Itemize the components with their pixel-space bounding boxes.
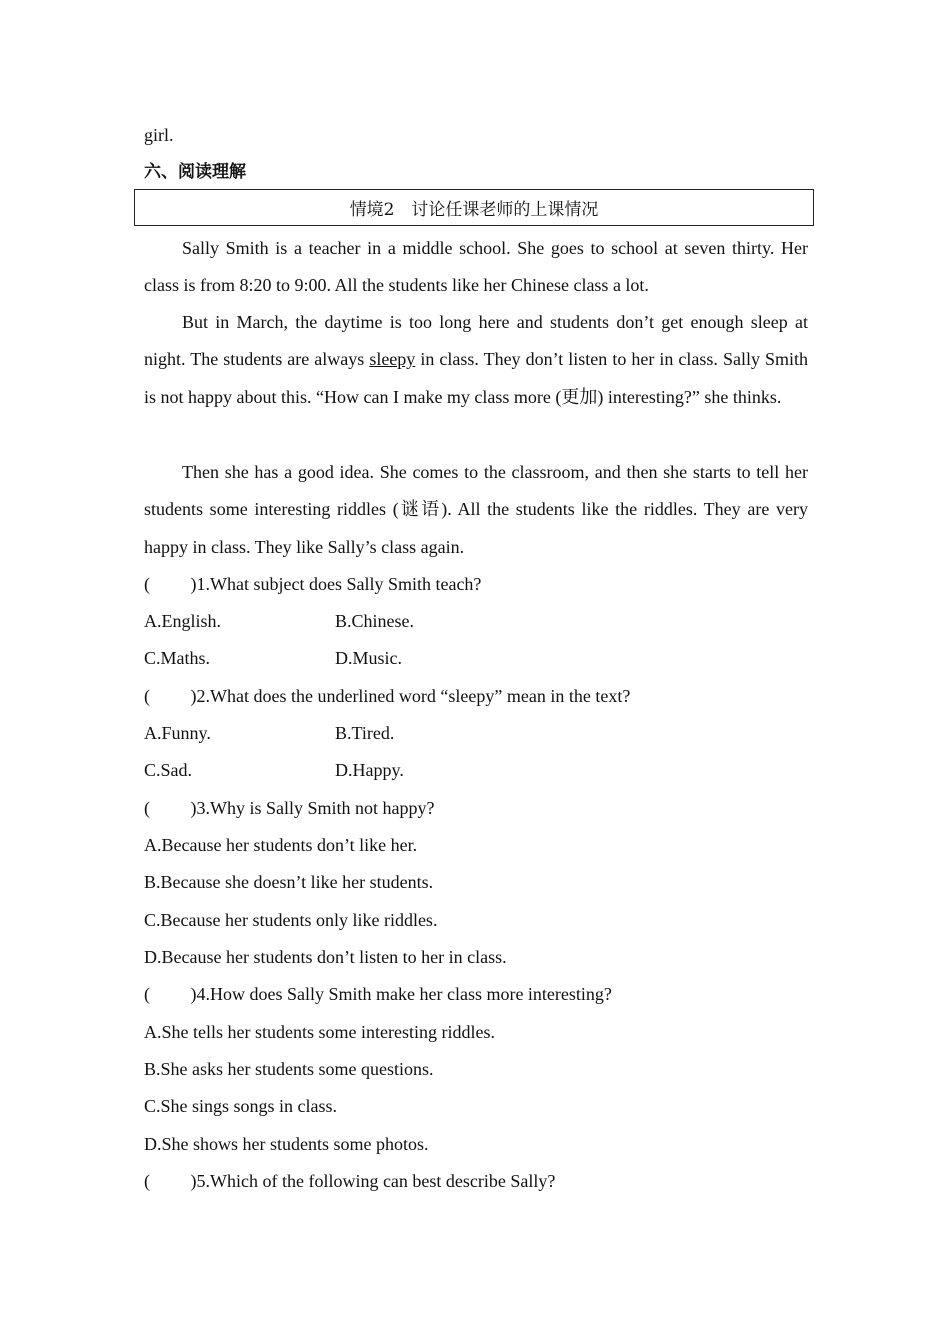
question-4-option-d: D.She shows her students some photos.: [144, 1134, 429, 1154]
question-5-stem: ( )5.Which of the following can best describe Sally?: [144, 1171, 556, 1191]
question-3-option-a: A.Because her students don’t like her.: [144, 835, 418, 855]
context-label: 情境2 讨论任课老师的上课情况: [349, 200, 599, 220]
question-2-option-a: A.Funny.: [144, 723, 211, 743]
question-1-option-b: B.Chinese.: [335, 611, 414, 631]
previous-text-fragment: girl.: [144, 125, 174, 145]
passage-paragraph-2: [144, 304, 808, 416]
context-box: [134, 189, 814, 226]
question-1-option-d: D.Music.: [335, 648, 402, 668]
question-3-option-c: C.Because her students only like riddles.: [144, 910, 438, 930]
passage-paragraph-1: Sally Smith is a teacher in a middle school. She goes to school at seven thirty. Her class is from 8:20 to 9:00. All the students like her Chinese class a lot.: [144, 238, 808, 296]
p2-text-after: in class. They don’t listen to her in class. Sally Smith is not happy about this. “How can I make my class more (更加) interesting?” she thinks.: [144, 349, 809, 407]
question-3-option-b: B.Because she doesn’t like her students.: [144, 872, 434, 892]
section-title: 六、阅读理解: [144, 162, 246, 182]
question-4-stem: ( )4.How does Sally Smith make her class more interesting?: [144, 984, 612, 1004]
question-4-option-b: B.She asks her students some questions.: [144, 1059, 434, 1079]
passage-paragraph-3: Then she has a good idea. She comes to the classroom, and then she starts to tell her students some interesting riddles (谜语). All the students like the riddles. They are very happy in class. They like Sally’s class again.: [144, 462, 808, 557]
question-2-stem: ( )2.What does the underlined word “sleepy” mean in the text?: [144, 686, 631, 706]
question-1-stem: ( )1.What subject does Sally Smith teach?: [144, 574, 482, 594]
question-1-option-a: A.English.: [144, 611, 222, 631]
question-4-option-a: A.She tells her students some interesting riddles.: [144, 1022, 495, 1042]
question-4-option-c: C.She sings songs in class.: [144, 1096, 338, 1116]
question-3-stem: ( )3.Why is Sally Smith not happy?: [144, 798, 435, 818]
p2-text-before: But in March, the daytime is too long here and students don’t get enough sleep at night. The students are always: [144, 312, 808, 370]
question-2-option-c: C.Sad.: [144, 760, 193, 780]
underlined-word: sleepy: [369, 349, 416, 370]
question-2-option-d: D.Happy.: [335, 760, 404, 780]
question-2-option-b: B.Tired.: [335, 723, 395, 743]
question-1-option-c: C.Maths.: [144, 648, 211, 668]
question-3-option-d: D.Because her students don’t listen to her in class.: [144, 947, 507, 967]
